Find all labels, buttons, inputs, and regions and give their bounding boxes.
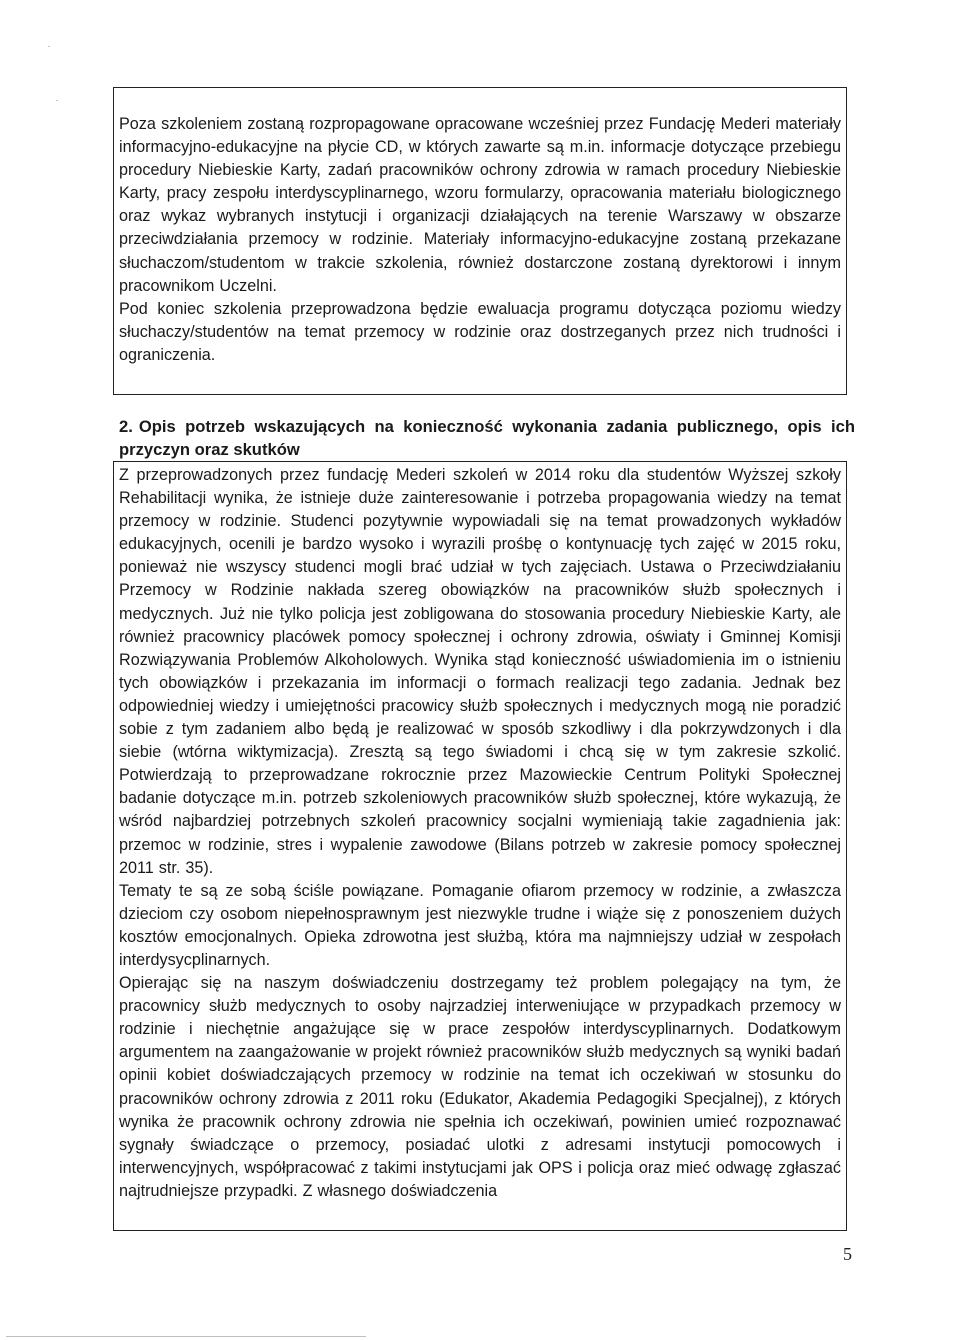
scan-speck [56,100,58,101]
description-text-box [113,87,847,395]
materials-paragraph: Poza szkoleniem zostaną rozpropagowane opracowane wcześniej przez Fundację Mederi materiały informacyjno-edukacyjne na płycie CD, w których zawarte są m.in. informacje dotyczące przebiegu procedury Niebieskie Karty, zadań pracowników ochrony zdrowia w ramach procedury Niebieskie Karty, pracy zespołu interdyscyplinarnego, wzoru formularzy, opracowania materiału biologicznego oraz wykaz wybranych instytucji i organizacji działających na terenie Warszawy w obszarze przeciwdziałania przemocy w rodzinie. Materiały informacyjno-edukacyjne zostaną przekazane słuchaczom/studentom w trakcie szkolenia, również dostarczone zostaną dyrektorowi i innym pracownikom Uczelni. [119,115,841,295]
needs-paragraph-1: Z przeprowadzonych przez fundację Mederi szkoleń w 2014 roku dla studentów Wyższej szkoły Rehabilitacji wynika, że istnieje duże zainteresowanie i potrzeba propagowania wiedzy na temat przemocy w rodzinie. Studenci pozytywnie wypowiadali się na temat prowadzonych wykładów edukacyjnych, ocenili je bardzo wysoko i wyrazili prośbę o kontynuację tych zajęć w 2015 roku, ponieważ nie wszyscy studenci mogli brać udział w tych zajęciach. Ustawa o Przeciwdziałaniu Przemocy w Rodzinie nakłada szereg obowiązków na pracowników służb społecznych i medycznych. Już nie tylko policja jest zobligowana do stosowania procedury Niebieskie Karty, ale również pracownicy placówek pomocy społecznej i ochrony zdrowia, oświaty i Gminnej Komisji Rozwiązywania Problemów Alkoholowych. Wynika stąd konieczność uświadomienia im o istnieniu tych obowiązków i przekazania im informacji o formach realizacji tego zadania. Jednak bez odpowiedniej wiedzy i umiejętności pracowicy służb społecznych i medycznych mogą nie poradzić sobie z tym zadaniem albo będą je realizować w sposób szkodliwy i dla pokrzywdzonych i dla siebie (wtórna wiktymizacja). Zresztą są tego świadomi i chcą się w tym zakresie szkolić. Potwierdzają to przeprowadzane rokrocznie przez Mazowieckie Centrum Polityki Społecznej badanie dotyczące m.in. potrzeb szkoleniowych pracowników służb społecznej, które wykazują, że wśród najbardziej potrzebnych szkoleń pracownicy socjalni wymieniają takie zagadnienia jak: przemoc w rodzinie, stres i wypalenie zawodowe (Bilans potrzeb w zakresie pomocy społecznej 2011 str. 35). [119,466,841,877]
evaluation-paragraph: Pod koniec szkolenia przeprowadzona będzie ewaluacja programu dotycząca poziomu wiedzy słuchaczy/studentów na temat przemocy w rodzinie oraz dostrzeganych przez nich trudności i ograniczenia. [119,299,841,364]
scan-edge-line [6,1336,366,1337]
section-heading [119,415,855,461]
page-number: 5 [843,1244,852,1264]
needs-paragraph-3: Opierając się na naszym doświadczeniu dostrzegamy też problem polegający na tym, że pracownicy służb medycznych to osoby najrzadziej interweniujące w przypadkach przemocy w rodzinie i niechętnie angażujące się w prace zespołów interdyscyplinarnych. Dodatkowym argumentem na zaangażowanie w projekt również pracowników służb medycznych są wyniki badań opinii kobiet doświadczających przemocy w rodzinie na temat ich oczekiwań w stosunku do pracowników ochrony zdrowia z 2011 roku (Edukator, Akademia Pedagogiki Specjalnej), z których wynika że pracownik ochrony zdrowia nie spełnia ich oczekiwań, powinien umieć rozpoznawać sygnały świadczące o przemocy, posiadać ulotki z adresami instytucji pomocowych i interwencyjnych, współpracować z takimi instytucjami jak OPS i policja oraz mieć odwagę zgłaszać najtrudniejsze przypadki. Z własnego doświadczenia [119,974,841,1200]
section-number: 2. [119,417,133,436]
needs-paragraph-2: Tematy te są ze sobą ściśle powiązane. Pomaganie ofiarom przemocy w rodzinie, a zwłaszcza dzieciom czy osobom niepełnosprawnym jest niezwykle trudne i wiąże się z ponoszeniem dużych kosztów emocjonalnych. Opieka zdrowotna jest służbą, która ma najmniejszy udział w zespołach interdysycplinarnych. [119,881,841,969]
scan-speck [48,46,50,47]
needs-text-box [113,461,847,1231]
section-title: Opis potrzeb wskazujących na konieczność wykonania zadania publicznego, opis ich przyczyn oraz skutków [119,417,855,459]
